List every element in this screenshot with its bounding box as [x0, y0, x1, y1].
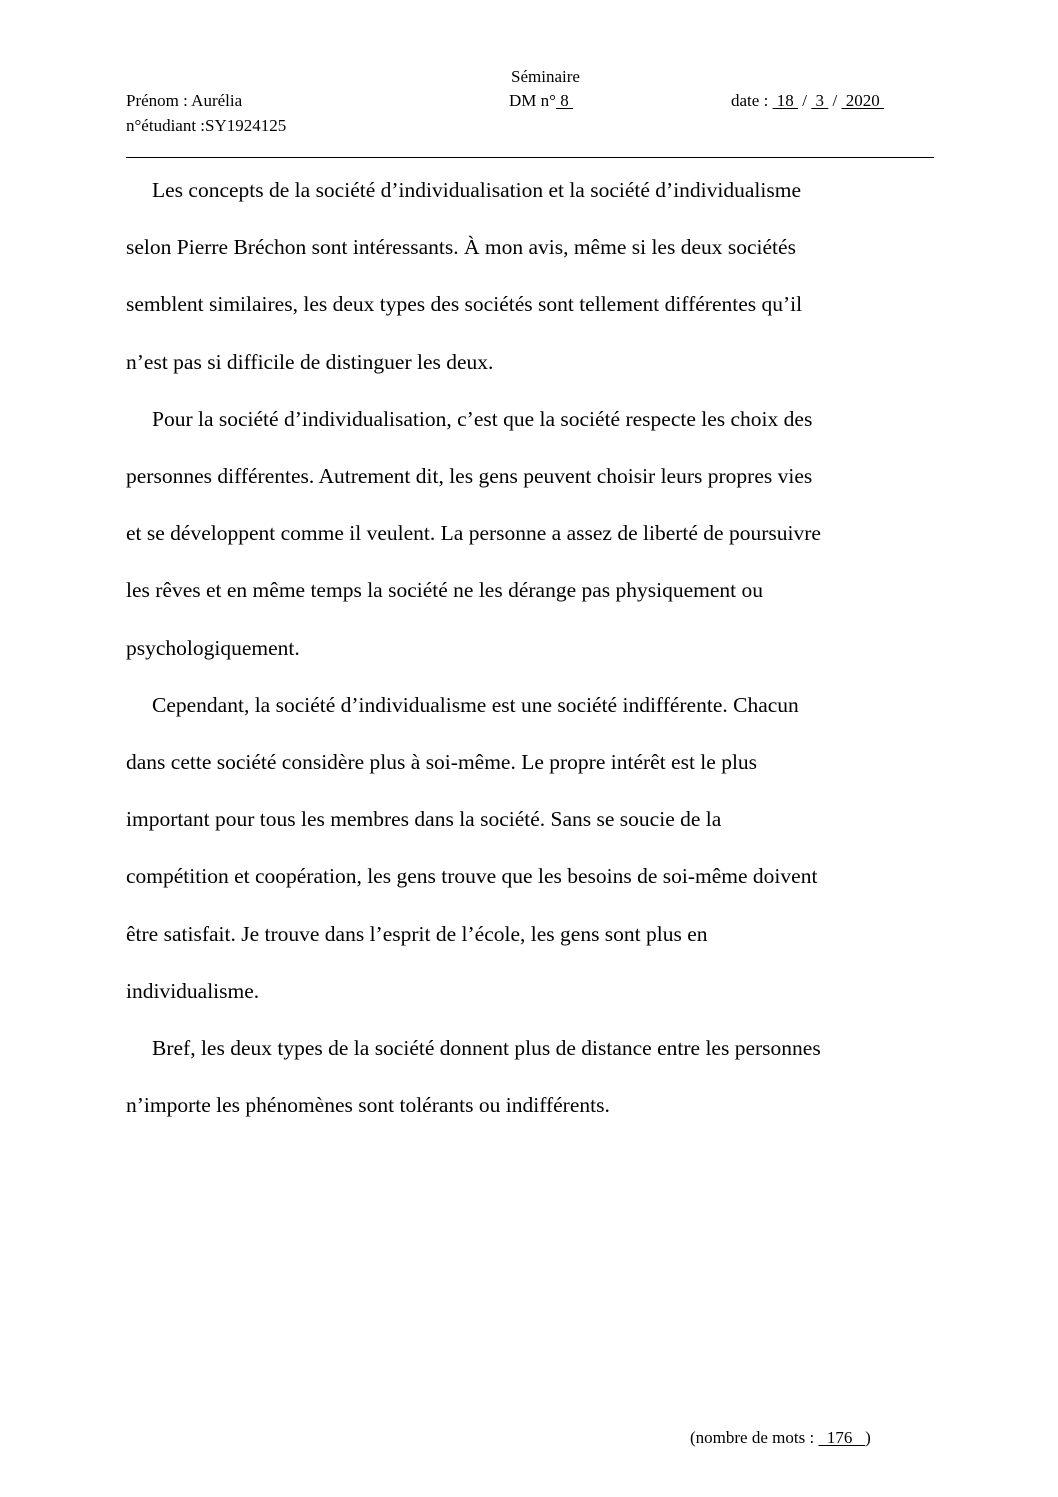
word-count-close: )	[865, 1428, 871, 1447]
text-line: être satisfait. Je trouve dans l’esprit de l’école, les gens sont plus en	[126, 921, 708, 946]
assignment-date	[731, 91, 884, 111]
word-count-label: (nombre de mots :	[690, 1428, 819, 1447]
text-line: compétition et coopération, les gens trouve que les besoins de soi-même doivent	[126, 864, 818, 889]
date-day: 18	[772, 91, 799, 110]
paragraph	[126, 162, 934, 391]
word-count	[690, 1428, 871, 1448]
text-line: individualisme.	[126, 978, 260, 1003]
text-line: selon Pierre Bréchon sont intéressants. À mon avis, même si les deux sociétés	[126, 235, 796, 260]
text-line: Les concepts de la société d’individualisation et la société d’individualisme	[152, 178, 801, 202]
text-line: personnes différentes. Autrement dit, les gens peuvent choisir leurs propres vies	[126, 464, 813, 489]
date-year: 2020	[841, 91, 885, 110]
text-line: psychologiquement.	[126, 635, 300, 660]
paragraph	[126, 677, 934, 1020]
date-separator: /	[798, 91, 812, 110]
text-line: n’importe les phénomènes sont tolérants ou indifférents.	[126, 1093, 610, 1118]
text-line: important pour tous les membres dans la société. Sans se soucie de la	[126, 807, 722, 832]
text-line: Pour la société d’individualisation, c’est que la société respecte les choix des	[152, 406, 813, 431]
text-line: n’est pas si difficile de distinguer les deux.	[126, 349, 494, 374]
paragraph	[126, 1020, 934, 1134]
paragraph	[126, 391, 934, 677]
text-line: Cependant, la société d’individualisme est une société indifférente. Chacun	[152, 692, 799, 717]
prenom-label: Prénom :	[126, 91, 192, 110]
course-title: Séminaire	[511, 67, 580, 86]
text-line: dans cette société considère plus à soi-même. Le propre intérêt est le plus	[126, 750, 758, 775]
text-line: semblent similaires, les deux types des sociétés sont tellement différentes qu’il	[126, 292, 803, 317]
dm-value: 8	[555, 91, 573, 110]
text-line: Bref, les deux types de la société donnent plus de distance entre les personnes	[152, 1036, 821, 1061]
student-id	[126, 116, 286, 136]
student-id-label: n°étudiant :	[126, 116, 206, 135]
dm-label: DM n°	[509, 91, 556, 110]
essay-body	[126, 162, 934, 1134]
date-month: 3	[811, 91, 829, 110]
text-line: les rêves et en même temps la société ne les dérange pas physiquement ou	[126, 578, 764, 603]
date-label: date :	[731, 91, 773, 110]
header-divider	[126, 157, 934, 158]
text-line: et se développent comme il veulent. La personne a assez de liberté de poursuivre	[126, 521, 821, 546]
prenom-value: Aurélia	[191, 91, 243, 110]
student-id-value: SY1924125	[205, 116, 287, 135]
word-count-value: 176	[818, 1428, 866, 1447]
date-separator: /	[828, 91, 842, 110]
student-name	[126, 91, 242, 111]
assignment-number	[509, 91, 573, 111]
